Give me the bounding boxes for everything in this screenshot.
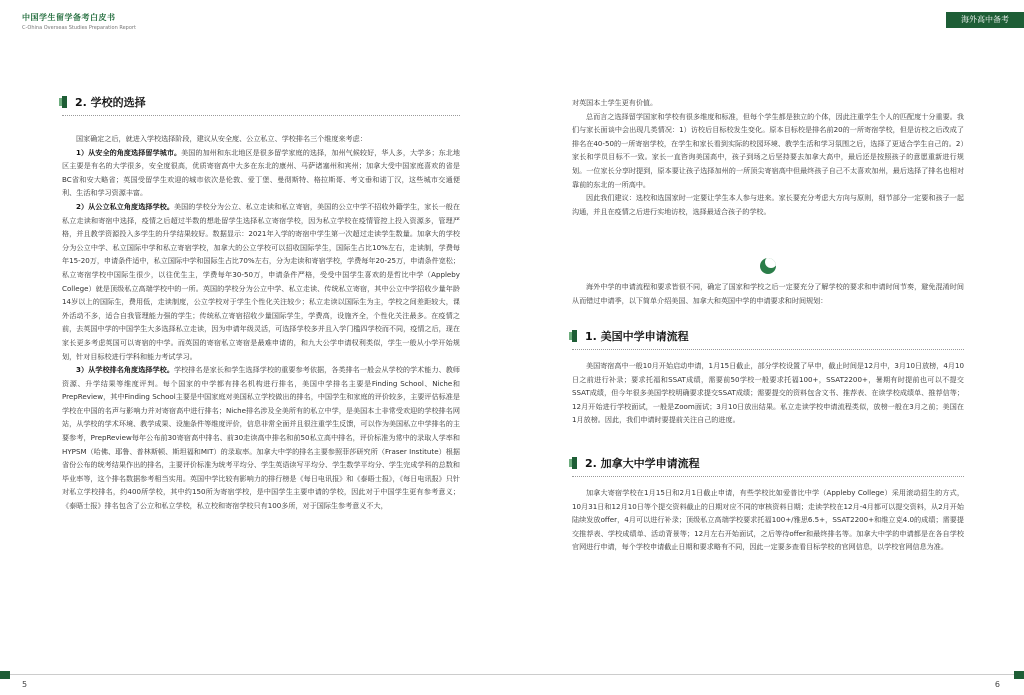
paragraph-lead: 2）从公立私立角度选择学校。 [76,201,174,211]
subsection-title: 2. 加拿大中学申请流程 [585,457,700,470]
section-title: 2. 学校的选择 [75,96,146,109]
paragraph: 对英国本土学生更有价值。 [572,98,658,107]
paragraph: 1）从安全的角度选择留学城市。美国的加州和东北地区是很多留学家庭的选择，加州气候较好，华人多，大学多；东北地区主要是有名的大学很多，安全度很高，优质寄宿高中大多在东北的康州、马萨诸塞州和宾州；加拿大受中国家庭喜欢的省是BC省和安大略省；英国受留学生欢迎的城市依次是伦敦、爱丁堡、曼彻斯特、格拉斯哥、考文垂和诺丁汉，这些城市交通便利、生活和学习资源丰富。 [62,147,460,198]
header-title: 中国学生留学备考白皮书 [22,13,116,22]
subsection-canada [572,455,964,554]
heading-marker [572,330,577,342]
page-number: 6 [994,680,1000,689]
footer-marker [1014,671,1024,679]
transition-paragraph: 海外中学的申请流程和要求皆很不同，确定了国家和学校之后一定要充分了解学校的要求和申请时间节奏，避免混淆时间从而错过申请季，以下简单介绍美国、加拿大和英国中学的申请要求和时间规划： [572,282,964,305]
paragraph: 国家确定之后，就进入学校选择阶段，建议从安全度、公立私立、学校排名三个维度来考虑： [76,134,367,143]
paragraph: 美国寄宿高中一般10月开始启动申请，1月15日截止，部分学校设置了早申，截止时间是12月中，3月10日放榜，4月10日之前进行补录；要求托福和SSAT成绩，需要前50学校一般要求托福100+，SSAT2200+，暑期有时提前也可以不提交SSAT成绩，但今年很多美国学校明确要求提交SSAT成绩；需要提交的资料包含文书、推荐表、在读学校成绩单、推荐信等；12月开始进行学校面试，一般是Zoom面试；3月10日放出结果。私立走读学校申请流程类似，放榜一般在3月之前；美国在1月放榜。因此，我们申请时要提前关注自己的进度。 [572,361,964,425]
footer-rule [512,674,1024,675]
right-column-top [572,96,964,218]
page-number: 5 [22,680,28,689]
section-heading [62,94,460,110]
swirl-icon [760,258,776,274]
right-page [512,0,1024,695]
header-subtitle: C-Ohina Overseas Studies Preparation Report [22,25,136,31]
subsection-us [572,328,964,427]
heading-marker [572,457,577,469]
footer-marker [0,671,10,679]
paragraph-lead: 3）从学校排名角度选择学校。 [76,365,174,375]
subsection-heading [572,455,964,471]
paragraph-lead: 1）从安全的角度选择留学城市。 [76,147,182,157]
footer-rule [0,674,512,675]
paragraph: 总而言之选择留学国家和学校有很多维度和标准，但每个学生都是独立的个体，因此注重学生个人的匹配度十分重要。我们与家长面谈中会出现几类情况：1）访校后目标校发生变化。原本目标校是排名前20的一所寄宿学校，但是访校之后改成了排名在40-50的一所寄宿学校，在学生和家长看到实际的校园环境、教学生活和学习氛围之后，选择了更适合学生自己的。2）家长和学员目标不一致。家长一直咨询美国高中，孩子到场之后坚持要去加拿大高中，最后还是按照孩子的意愿重新进行规划。一位家长分享时提到，原本要让孩子选择加州的一所顶尖寄宿高中但最终孩子自己不太喜欢加州，最后选择了排名也相对靠前的东北的一所高中。 [572,111,964,189]
paragraph: 加拿大寄宿学校在1月15日和2月1日截止申请，有些学校比如爱普比中学（Appleby College）采用滚动招生的方式，10月31日和12月10日等个提交资料截止的日期对应不同的审核资料日期；走读学校在12月-4月都可以提交资料，从2月开始陆续发放offer，4月可以进行补录；顶级私立高端学校要求托福100+/雅思6.5+，SSAT2200+和维立克4.0的成绩；需要提交推荐表、学校成绩单、活动背景等；12月左右开始面试，之后等待offer和最终排名等。加拿大中学的申请都是在各自学校官网进行申请，每个学校申请截止日期和要求略有不同，因此一定要多查看目标学校的官网信息，以学校官网信息为准。 [572,488,964,552]
heading-marker [62,96,67,108]
paragraph: 3）从学校排名角度选择学校。学校排名是家长和学生选择学校的重要参考依据，各类排名一般会从学校的学术能力、教师资源、升学结果等维度评判。每个国家的中学都有排名机构进行排名，美国中学排名主要是Finding School、Niche和PrepReview，其中Finding School主要是中国家庭对美国私立学校做出的排名，中国学生和家庭的评价较多，主要评估标准是学校在中国的名声与影响力并对寄宿高中进行排名；Niche排名涉及全美所有的私立中学，是美国本土非常受欢迎的学校排名网站，从学校的学术环境、教学成果、设施条件等维度评价，信息非常全面并且很注重学生反馈，可以作为美国私立中学排名的主要参考，PrepReview每年公布前30寄宿高中排名、前30走读高中排名和前50私立高中排名，评价标准为常中的录取人学率和HYPSM（哈佛、耶鲁、普林斯顿、斯坦福和MIT）的录取率。加拿大中学的排名主要参照菲莎研究所（Fraser Institute）根据省份公布的统考结果作出的排名，主要评价标准为统考平均分、学生英语读写平均分、学生数学平均分、学生完成学科的总数和毕业率等，这个排名数据参考相当实用。英国中学比较有影响力的排行榜是《每日电讯报》和《泰晤士报》，《每日电讯报》只针对私立学校排名，约400所学校，其中约150所为寄宿学校，是中国学生主要申请的学校，因此对于中国学生更有参考意义；《泰晤士报》排名包含了公立和私立学校，私立校和寄宿学校只有100多所，对于国际生参考意义不大， [62,365,461,511]
subsection-heading [572,328,964,344]
section-tab: 海外高中备考 [946,12,1024,28]
running-header [22,12,136,31]
subsection-title: 1. 美国中学申请流程 [585,330,689,343]
left-column [62,94,460,513]
transition-block [572,280,964,307]
paragraph: 2）从公立私立角度选择学校。美国的学校分为公立、私立走读和私立寄宿，美国的公立中学不招收外籍学生，家长一般在私立走读和寄宿中选择，疫情之后超过半数的想赴留学生选择私立寄宿学校，因为私立学校在疫情管控上投入资源多，管理严格，并且教学资源投入多学生的升学结果较好。数据显示：2021年入学的寄宿中学生第一次超过走读学生数量。加拿大的学校分为公立中学、私立国际中学和私立寄宿学校，加拿大的公立学校可以招收国际学生，国际生占比10%左右，走读制，学费每年15-20万，申请条件适中，私立国际中学和国际生占比70%左右，分为走读和寄宿学校，学费每年20-25万，申请条件宽松；私立寄宿学校中国际生很少，以往优生主，学费每年30-50万，申请条件严格，受受中国学生喜欢的是哲比中学（Appleby College）就是顶级私立高端学校中的一所。英国的学校分为公立中学、私立走读、传统私立寄宿，其中公立中学招收少量年龄14岁以上的国际生，费用低，走读制度，公立学校对于学生个性化关注较少；私立走读以国际生为主，学校之间差距较大，课外活动不多，适合自我管理能力强的学生；传统私立寄宿招收少量国际学生，学费高，设施齐全，个性化关注最多。在疫情之前，去英国中学的中国学生大多选择私立走读，因为申请年级灵活，可选择学校多并且入学门槛四学校而不同，疫情之后，现在家长更多考虑英国可以寄宿的中学。而英国的寄宿私立寄宿是最难申请的，和九大公学申请权利类似，学生一般从小学开始规划，针对目标校进行学科和能力考试学习。 [62,201,461,361]
paragraph: 因此我们建议：选校和选国家时一定要让学生本人参与进来。家长要充分考虑大方向与原则，细节部分一定要和孩子一起沟通，并且在疫情之后进行实地访校，选择最适合孩子的学校。 [572,193,964,216]
